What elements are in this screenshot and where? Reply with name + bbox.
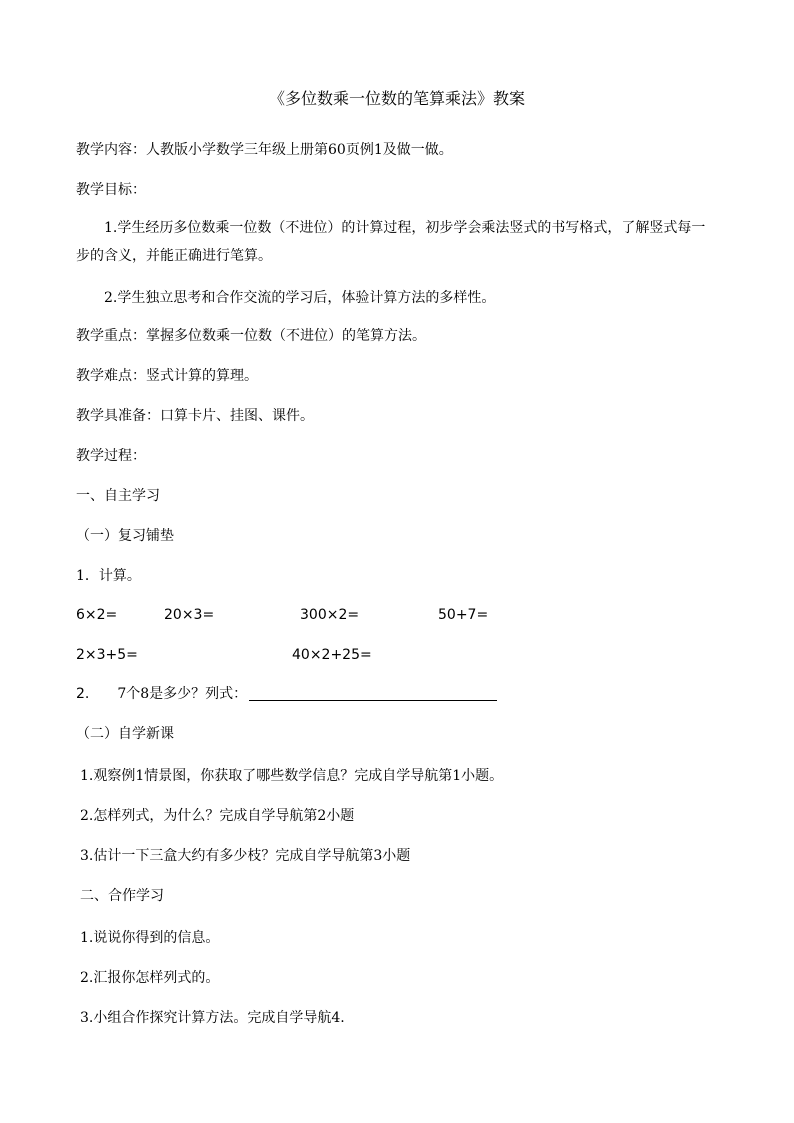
question-2-number: 2. bbox=[76, 686, 90, 702]
coop-item-1: 1.说说你得到的信息。 bbox=[80, 930, 220, 946]
calc-item: 300×2= bbox=[300, 607, 360, 623]
calc-item: 50+7= bbox=[438, 607, 489, 623]
calc-heading: 1．计算。 bbox=[76, 568, 141, 584]
key-point: 教学重点：掌握多位数乘一位数（不进位）的笔算方法。 bbox=[76, 328, 426, 344]
new-lesson-item-3: 3.估计一下三盒大约有多少枝？完成自学导航第3小题 bbox=[80, 848, 411, 864]
subsection-heading-1: （一）复习铺垫 bbox=[76, 528, 174, 544]
goal-2: 2.学生独立思考和合作交流的学习后，体验计算方法的多样性。 bbox=[104, 290, 496, 306]
calc-item: 2×3+5= bbox=[76, 647, 138, 663]
subsection-heading-2: （二）自学新课 bbox=[76, 726, 174, 742]
difficulty: 教学难点：竖式计算的算理。 bbox=[76, 368, 258, 384]
calc-item: 6×2= bbox=[76, 607, 118, 623]
question-2-text: 7个8是多少？列式： bbox=[117, 686, 248, 702]
calc-item: 40×2+25= bbox=[292, 647, 372, 663]
calc-item: 20×3= bbox=[164, 607, 215, 623]
goals-heading: 教学目标： bbox=[76, 182, 146, 198]
new-lesson-item-2: 2.怎样列式，为什么？完成自学导航第2小题 bbox=[80, 808, 355, 824]
process-heading: 教学过程： bbox=[76, 448, 146, 464]
section-heading-1: 一、自主学习 bbox=[76, 488, 160, 504]
teaching-content: 教学内容：人教版小学数学三年级上册第60页例1及做一做。 bbox=[76, 142, 453, 158]
coop-item-3: 3.小组合作探究计算方法。完成自学导航4. bbox=[80, 1010, 345, 1026]
answer-blank[interactable] bbox=[249, 686, 497, 701]
question-2 bbox=[76, 684, 497, 704]
materials: 教学具准备：口算卡片、挂图、课件。 bbox=[76, 408, 314, 424]
coop-item-2: 2.汇报你怎样列式的。 bbox=[80, 970, 220, 986]
new-lesson-item-1: 1.观察例1情景图，你获取了哪些数学信息？完成自学导航第1小题。 bbox=[80, 768, 504, 784]
document-title: 《多位数乘一位数的笔算乘法》教案 bbox=[268, 89, 525, 108]
goal-1: 1.学生经历多位数乘一位数（不进位）的计算过程，初步学会乘法竖式的书写格式，了解竖式每一步的含义，并能正确进行笔算。 bbox=[76, 220, 706, 264]
section-heading-2: 二、合作学习 bbox=[80, 888, 164, 904]
